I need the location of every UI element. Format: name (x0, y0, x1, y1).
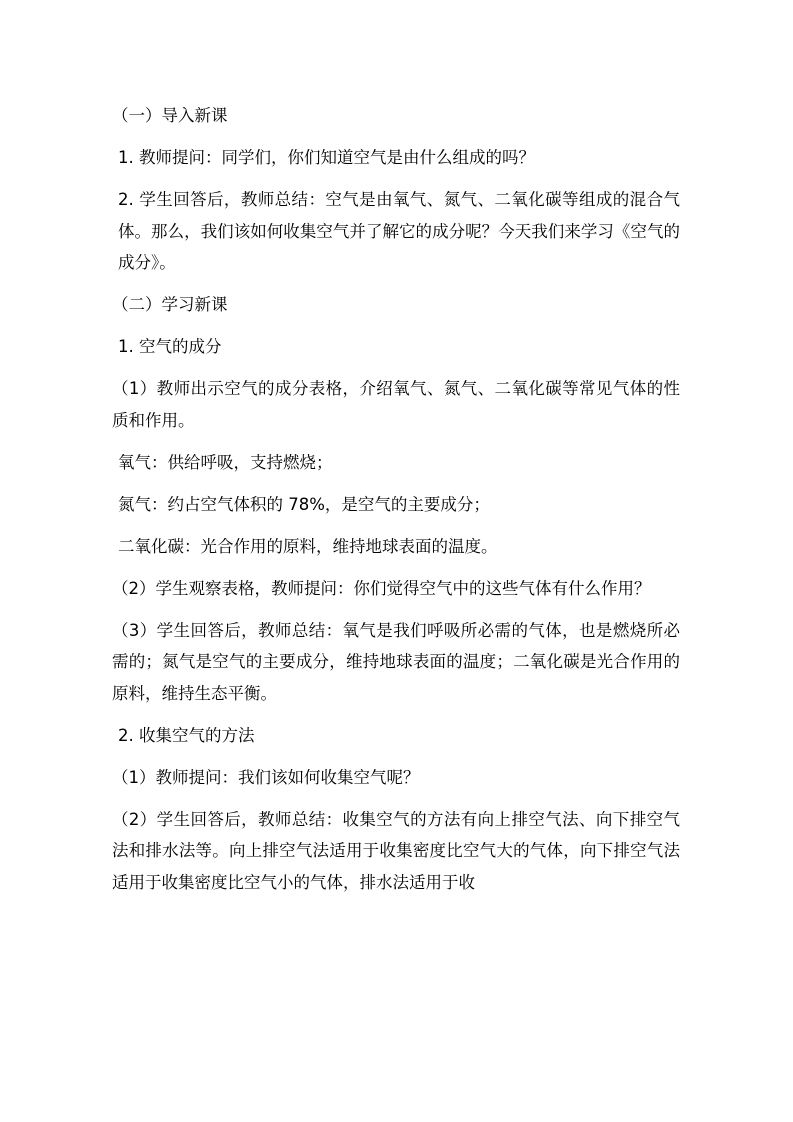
paragraph-summary: 2. 学生回答后，教师总结：空气是由氧气、氮气、二氧化碳等组成的混合气体。那么，我们该如何收集空气并了解它的成分呢？今天我们来学习《空气的成分》。 (118, 190, 680, 272)
paragraph-collect-step-2: （2）学生回答后，教师总结：收集空气的方法有向上排空气法、向下排空气法和排水法等。向上排空气法适用于收集密度比空气大的气体，向下排空气法适用于收集密度比空气小的气体，排水法适用于收 (112, 809, 680, 892)
paragraph-step-1: （1）教师出示空气的成分表格，介绍氧气、氮气、二氧化碳等常见气体的性质和作用。 (112, 379, 680, 430)
document-body (112, 100, 680, 909)
paragraph-step-2: （2）学生观察表格，教师提问：你们觉得空气中的这些气体有什么作用？ (112, 578, 651, 598)
paragraph-question: 1. 教师提问：同学们，你们知道空气是由什么组成的吗？ (118, 148, 535, 167)
paragraph-collect-step-1: （1）教师提问：我们该如何收集空气呢？ (112, 767, 420, 787)
subheading-collect-air: 2. 收集空气的方法 (118, 725, 255, 745)
section-heading-new-lesson: （二）学习新课 (112, 295, 228, 314)
paragraph-nitrogen: 氮气：约占空气体积的 78%，是空气的主要成分； (118, 494, 490, 514)
paragraph-carbon-dioxide: 二氧化碳：光合作用的原料，维持地球表面的温度。 (118, 536, 498, 556)
section-heading-intro: （一）导入新课 (112, 106, 228, 125)
subheading-air-composition: 1. 空气的成分 (118, 337, 222, 356)
paragraph-step-3: （3）学生回答后，教师总结：氧气是我们呼吸所必需的气体，也是燃烧所必需的；氮气是空气的主要成分，维持地球表面的温度；二氧化碳是光合作用的原料，维持生态平衡。 (112, 620, 680, 703)
paragraph-oxygen: 氧气：供给呼吸，支持燃烧； (118, 452, 333, 472)
